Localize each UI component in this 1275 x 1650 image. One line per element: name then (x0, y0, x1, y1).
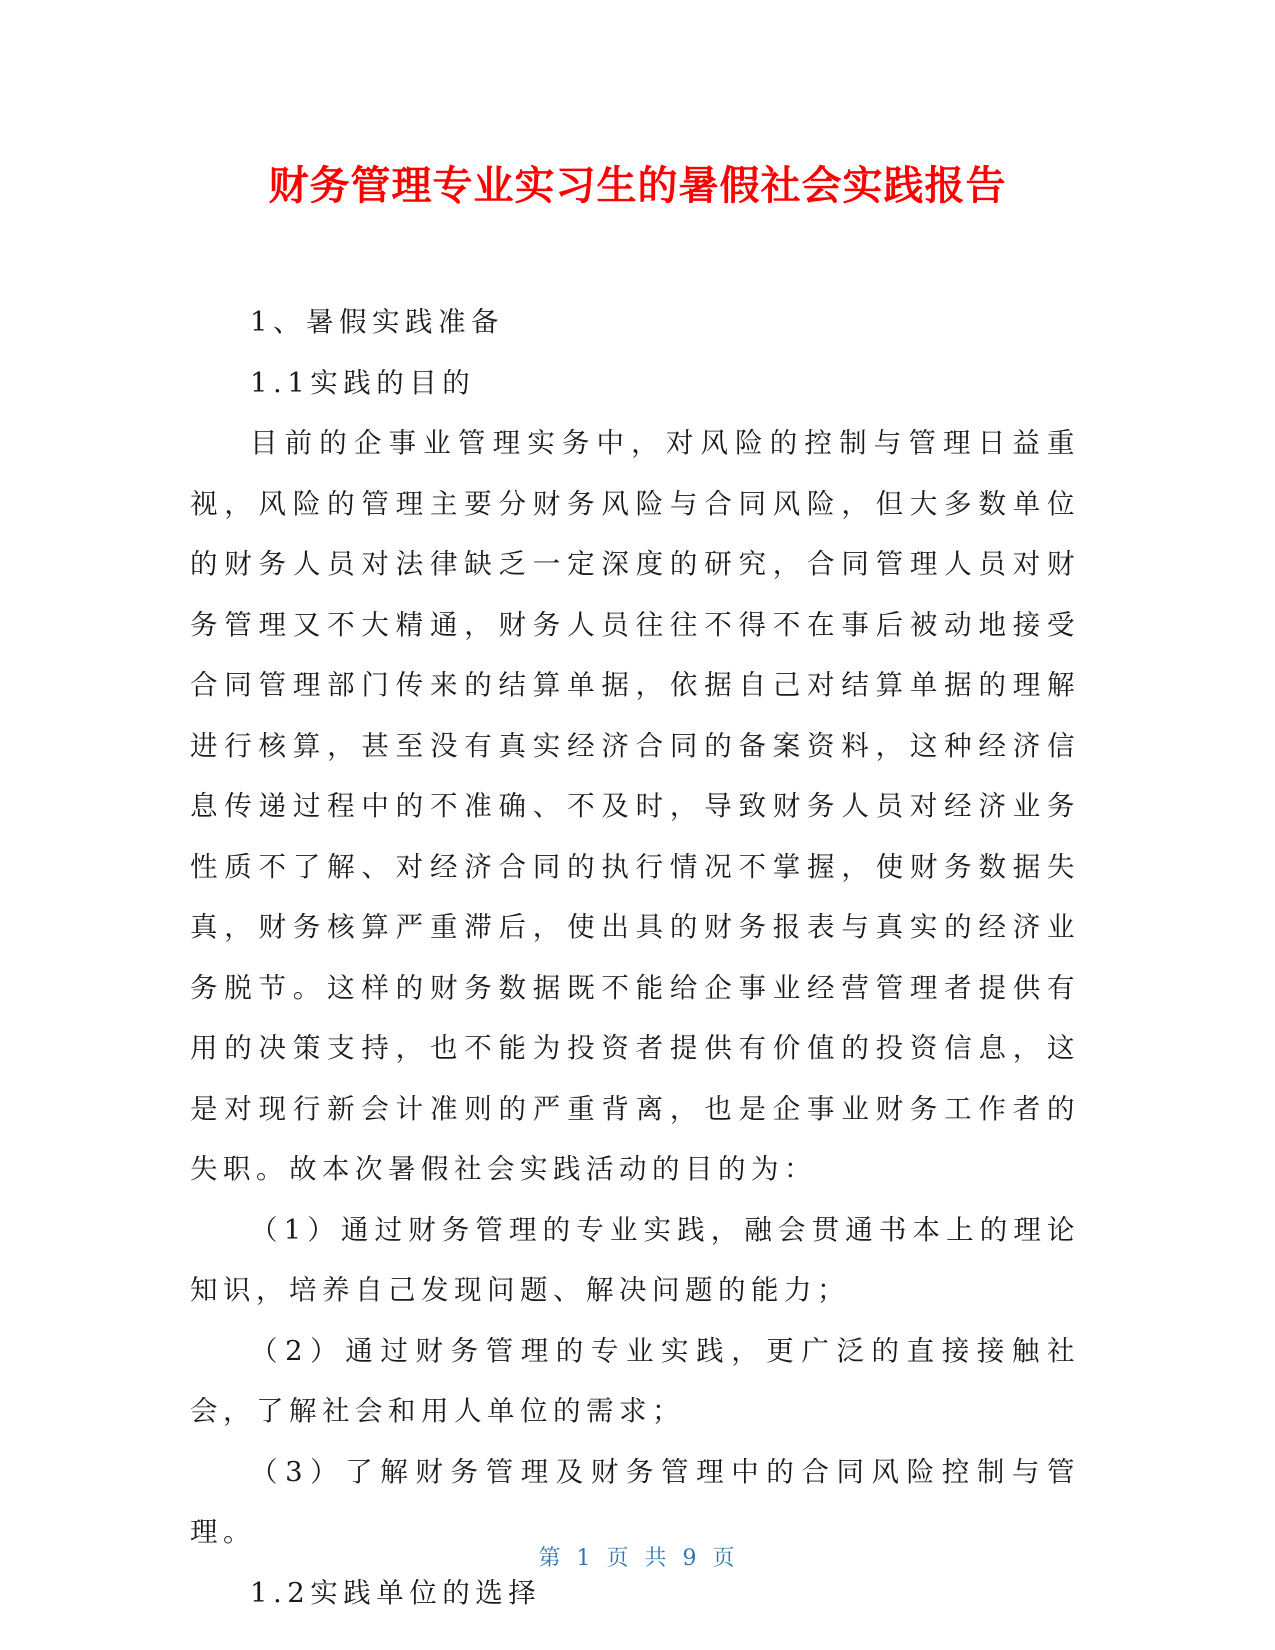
subsection-heading: 1.2实践单位的选择 (250, 1576, 542, 1609)
list-item: （3）了解财务管理及财务管理中的合同风险控制与管理。 (190, 1455, 1080, 1548)
section-heading: 1、暑假实践准备 (250, 306, 504, 338)
footer-page-word: 第 (538, 1546, 563, 1571)
subsection-heading: 1.1实践的目的 (250, 366, 476, 399)
footer-page-unit: 页 (606, 1546, 631, 1571)
document-title: 财务管理专业实习生的暑假社会实践报告 (268, 163, 1007, 209)
list-item: （2）通过财务管理的专业实践，更广泛的直接接触社会，了解社会和用人单位的需求； (190, 1334, 1080, 1427)
footer-current-page: 1 (576, 1546, 593, 1571)
document-body (190, 292, 1080, 1623)
body-paragraph: 目前的企事业管理实务中，对风险的控制与管理日益重视，风险的管理主要分财务风险与合同风险，但大多数单位的财务人员对法律缺乏一定深度的研究，合同管理人员对财务管理又不大精通，财务人员往往不得不在事后被动地接受合同管理部门传来的结算单据，依据自己对结算单据的理解进行核算，甚至没有真实经济合同的备案资料，这种经济信息传递过程中的不准确、不及时，导致财务人员对经济业务性质不了解、对经济合同的执行情况不掌握，使财务数据失真，财务核算严重滞后，使出具的财务报表与真实的经济业务脱节。这样的财务数据既不能给企事业经营管理者提供有用的决策支持，也不能为投资者提供有价值的投资信息，这是对现行新会计准则的严重背离，也是企事业财务工作者的失职。故本次暑假社会实践活动的目的为： (190, 427, 1080, 1185)
footer-total-unit: 页 (712, 1546, 737, 1571)
list-item: （1）通过财务管理的专业实践，融会贯通书本上的理论知识，培养自己发现问题、解决问题的能力； (190, 1213, 1080, 1306)
footer-total-word: 共 (644, 1546, 669, 1571)
page-footer (0, 1541, 1275, 1572)
footer-total-pages: 9 (682, 1546, 699, 1571)
